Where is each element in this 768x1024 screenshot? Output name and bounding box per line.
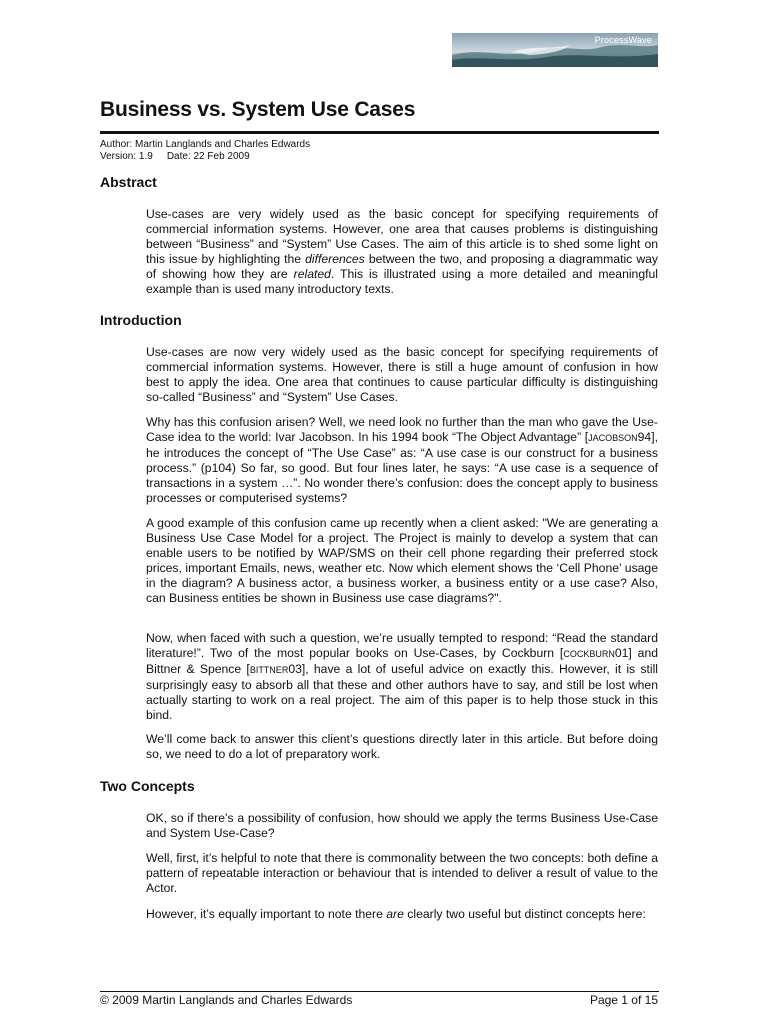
abstract-heading: Abstract <box>100 174 157 190</box>
document-title: Business vs. System Use Cases <box>100 98 416 121</box>
author-line: Author: Martin Langlands and Charles Edwards <box>100 139 311 150</box>
concepts-paragraph-1: OK, so if there’s a possibility of confusion, how should we apply the terms Business Use-Case and System Use-Case? <box>146 811 658 840</box>
version-date-line <box>100 151 264 163</box>
processwave-logo <box>452 33 658 67</box>
two-concepts-heading: Two Concepts <box>100 778 195 794</box>
citation-jacobson: JACOBSON <box>588 433 638 443</box>
intro-paragraph-5: We’ll come back to answer this client’s questions directly later in this article. But before doing so, we need to do a lot of preparatory work. <box>146 732 658 761</box>
citation-bittner: BITTNER <box>249 665 289 675</box>
version-label: Version: 1.9 <box>100 151 153 162</box>
title-divider <box>100 131 659 134</box>
footer-divider <box>100 991 659 992</box>
date-label: Date: 22 Feb 2009 <box>166 151 250 162</box>
footer-copyright: © 2009 Martin Langlands and Charles Edwards <box>100 993 353 1007</box>
intro-paragraph-4: Now, when faced with such a question, we’re usually tempted to respond: “Read the standard literature!”. Two of the most popular books on Use-Cases, by Cockburn [COCKBURN01] and Bittner & Spence [BITTNER03], have a lot of useful advice on exactly this. However, it is still surprisingly easy to absorb all that these and other authors have to say, and still be lost when actually starting to work on a real project. The aim of this paper is to help those stuck in this bind. <box>146 631 658 722</box>
intro-paragraph-2: Why has this confusion arisen? Well, we need look no further than the man who gave the Use-Case idea to the world: Ivar Jacobson. In his 1994 book “The Object Advantage” [JACOBSON94], he introduces the concept of “The Use Case” as: “A use case is our construct for a business process.” (p104) So far, so good. But four lines later, he says: “A use case is a sequence of transactions in a system …”. No wonder there’s confusion: does the concept apply to business processes or computerised systems? <box>146 415 658 505</box>
intro-paragraph-3: A good example of this confusion came up recently when a client asked: "We are generating a Business Use Case Model for a project. The Project is mainly to develop a system that can enable users to be notified by WAP/SMS on their cell phone regarding their preferred stock prices, important Emails, news, weather etc. Now which element shows the ‘Cell Phone’ usage in the diagram? A business actor, a business worker, a business entity or a use case? Also, can Business entities be shown in Business use case diagrams?". <box>146 516 658 605</box>
intro-paragraph-1: Use-cases are now very widely used as the basic concept for specifying requirements of commercial information systems. However, there is still a huge amount of confusion in how best to apply the idea. One area that continues to cause particular difficulty is distinguishing so-called “Business” and “System” Use Cases. <box>146 345 658 404</box>
concepts-paragraph-3: However, it’s equally important to note there are clearly two useful but distinct concepts here: <box>146 907 646 921</box>
introduction-heading: Introduction <box>100 312 182 328</box>
footer-page-number: Page 1 of 15 <box>589 993 658 1007</box>
concepts-paragraph-2: Well, first, it’s helpful to note that there is commonality between the two concepts: both define a pattern of repeatable interaction or behaviour that is intended to deliver a result of value to the Actor. <box>146 851 658 895</box>
citation-cockburn: COCKBURN <box>563 649 615 659</box>
logo-text: ProcessWave <box>594 35 652 45</box>
abstract-paragraph: Use-cases are very widely used as the basic concept for specifying requirements of commercial information systems. However, one area that causes problems is distinguishing between “Business” and “System” Use Cases. The aim of this article is to shed some light on this issue by highlighting the differences between the two, and proposing a diagrammatic way of showing how they are related. This is illustrated using a more detailed and meaningful example than is used many introductory texts. <box>146 207 658 296</box>
